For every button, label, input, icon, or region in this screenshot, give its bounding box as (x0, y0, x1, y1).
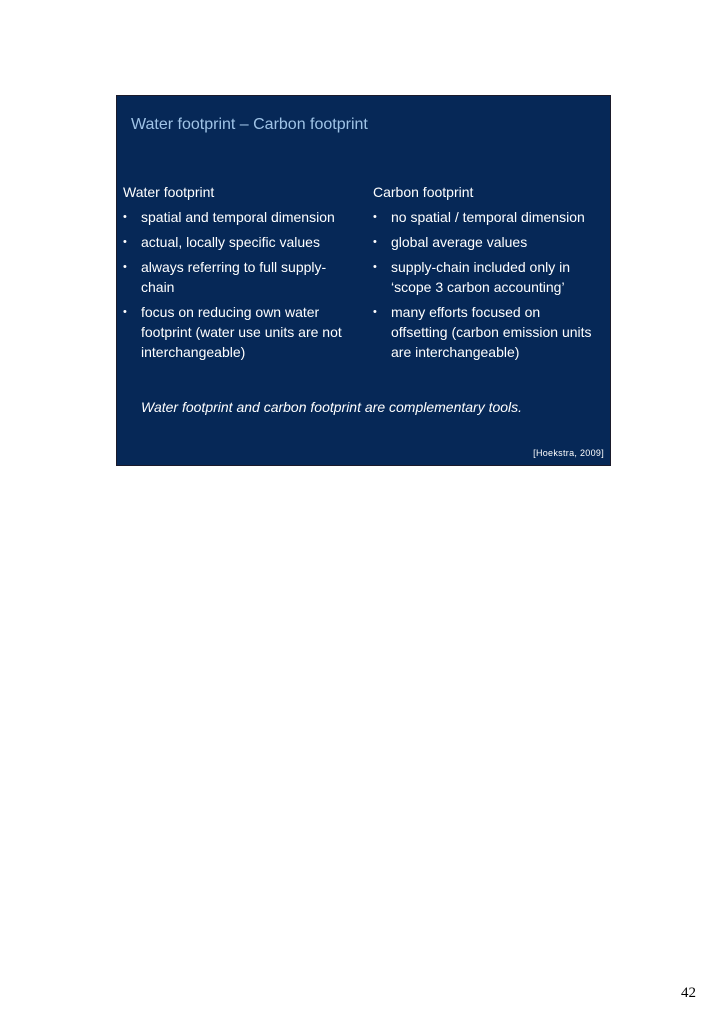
list-item (373, 257, 598, 297)
slide (116, 95, 611, 466)
conclusion-statement: Water footprint and carbon footprint are complementary tools. (141, 399, 523, 415)
bullet-icon: • (123, 211, 127, 223)
carbon-footprint-column (373, 182, 598, 367)
citation: [Hoekstra, 2009] (533, 448, 604, 458)
list-item (123, 232, 357, 252)
bullet-icon: • (123, 236, 127, 248)
bullet-text: always referring to full supply-chain (141, 259, 327, 295)
bullet-icon: • (373, 236, 377, 248)
bullet-text: global average values (391, 234, 528, 250)
bullet-icon: • (373, 261, 377, 273)
list-item (373, 232, 598, 252)
slide-title: Water footprint – Carbon footprint (131, 116, 368, 133)
bullet-text: focus on reducing own water footprint (water use units are not interchangeable) (141, 304, 342, 360)
list-item (123, 207, 357, 227)
water-footprint-bullets (123, 207, 357, 362)
water-footprint-column (123, 182, 357, 367)
bullet-text: no spatial / temporal dimension (391, 209, 585, 225)
list-item (373, 302, 598, 362)
list-item (123, 257, 357, 297)
bullet-icon: • (373, 211, 377, 223)
carbon-footprint-heading: Carbon footprint (373, 184, 474, 200)
bullet-icon: • (373, 306, 377, 318)
list-item (373, 207, 598, 227)
carbon-footprint-bullets (373, 207, 598, 362)
list-item (123, 302, 357, 362)
bullet-text: many efforts focused on offsetting (carbon emission units are interchangeable) (391, 304, 592, 360)
page-number: 42 (681, 985, 696, 1001)
bullet-icon: • (123, 261, 127, 273)
bullet-text: supply-chain included only in ‘scope 3 carbon accounting’ (391, 259, 570, 295)
bullet-icon: • (123, 306, 127, 318)
water-footprint-heading: Water footprint (123, 184, 215, 200)
bullet-text: actual, locally specific values (141, 234, 320, 250)
bullet-text: spatial and temporal dimension (141, 209, 335, 225)
